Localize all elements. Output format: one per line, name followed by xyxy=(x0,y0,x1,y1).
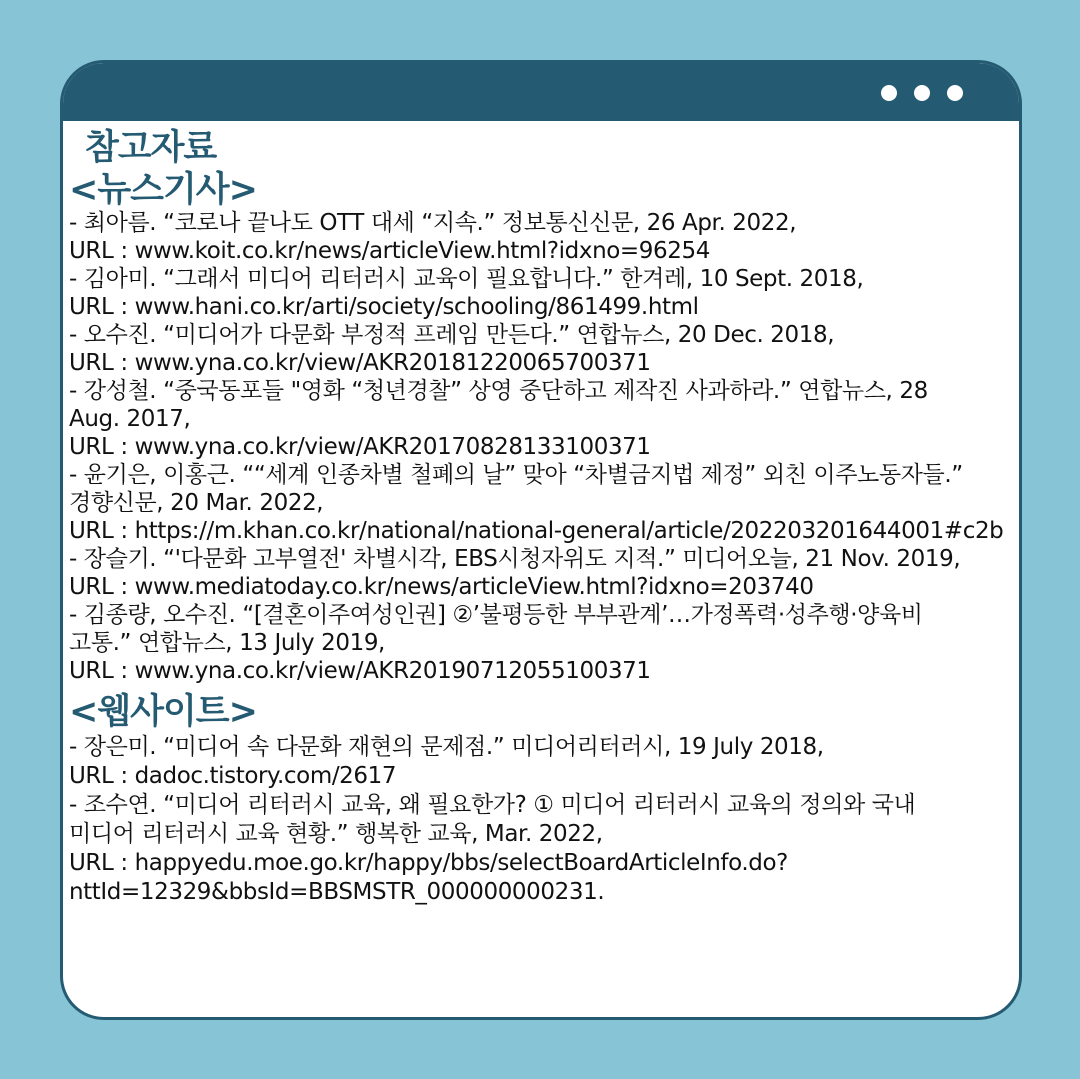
news-reference-3 xyxy=(69,321,1004,377)
page-title: 참고자료 xyxy=(85,128,217,168)
news-reference-4-line-1: - 강성철. “중국동포들 "영화 “청년경찰” 상영 중단하고 제작진 사과하라.” 연합뉴스, 28 xyxy=(69,378,928,404)
news-reference-3-url: URL : www.yna.co.kr/view/AKR20181220065700371 xyxy=(69,350,651,376)
news-reference-4-line-2: Aug. 2017, xyxy=(69,406,191,432)
web-reference-2 xyxy=(69,791,1004,907)
news-reference-7-url: URL : www.yna.co.kr/view/AKR20190712055100371 xyxy=(69,658,651,684)
web-reference-2-line-1: - 조수연. “미디어 리터러시 교육, 왜 필요한가? ① 미디어 리터러시 교육의 정의와 국내 xyxy=(69,792,916,818)
news-reference-7-line-2: 고통.” 연합뉴스, 13 July 2019, xyxy=(69,630,385,656)
web-reference-2-line-2: 미디어 리터러시 교육 현황.” 행복한 교육, Mar. 2022, xyxy=(69,821,603,847)
news-reference-5 xyxy=(69,461,1004,545)
news-section-heading: <뉴스기사> xyxy=(69,170,257,210)
web-reference-2-url: URL : happyedu.moe.go.kr/happy/bbs/selectBoardArticleInfo.do?nttId=12329&bbsId=BBSMSTR_000000000231. xyxy=(69,850,788,905)
news-reference-6-line-1: - 장슬기. “'다문화 고부열전' 차별시각, EBS시청자위도 지적.” 미디어오늘, 21 Nov. 2019, xyxy=(69,546,961,572)
window-titlebar xyxy=(63,63,1019,121)
news-reference-6 xyxy=(69,545,1004,601)
window-dot-icon-3 xyxy=(947,85,963,101)
news-reference-6-url: URL : www.mediatoday.co.kr/news/articleView.html?idxno=203740 xyxy=(69,574,814,600)
web-reference-1-url: URL : dadoc.tistory.com/2617 xyxy=(69,763,397,789)
news-reference-5-url: URL : https://m.khan.co.kr/national/national-general/article/202203201644001#c2b xyxy=(69,518,1004,544)
news-reference-2-url: URL : www.hani.co.kr/arti/society/schooling/861499.html xyxy=(69,294,699,320)
window-controls xyxy=(881,85,963,101)
news-reference-2 xyxy=(69,265,1004,321)
window-dot-icon-1 xyxy=(881,85,897,101)
news-reference-5-line-1: - 윤기은, 이홍근. ““세계 인종차별 철폐의 날” 맞아 “차별금지법 제정” 외친 이주노동자들.” xyxy=(69,462,963,488)
window-dot-icon-2 xyxy=(914,85,930,101)
web-section-heading: <웹사이트> xyxy=(69,692,257,732)
news-reference-7-line-1: - 김종량, 오수진. “[결혼이주여성인권] ②’불평등한 부부관계’…가정폭력·성추행·양육비 xyxy=(69,602,923,628)
news-reference-4-url: URL : www.yna.co.kr/view/AKR20170828133100371 xyxy=(69,434,651,460)
news-reference-1-url: URL : www.koit.co.kr/news/articleView.html?idxno=96254 xyxy=(69,238,710,264)
news-reference-1-line-1: - 최아름. “코로나 끝나도 OTT 대세 “지속.” 정보통신신문, 26 Apr. 2022, xyxy=(69,210,797,236)
content-window xyxy=(60,60,1022,1020)
web-reference-1 xyxy=(69,733,1004,791)
news-reference-4 xyxy=(69,377,1004,461)
reference-content xyxy=(69,125,1004,907)
news-reference-7 xyxy=(69,601,1004,685)
web-reference-1-line-1: - 장은미. “미디어 속 다문화 재현의 문제점.” 미디어리터러시, 19 July 2018, xyxy=(69,734,824,760)
news-reference-3-line-1: - 오수진. “미디어가 다문화 부정적 프레임 만든다.” 연합뉴스, 20 Dec. 2018, xyxy=(69,322,835,348)
news-reference-1 xyxy=(69,209,1004,265)
news-reference-2-line-1: - 김아미. “그래서 미디어 리터러시 교육이 필요합니다.” 한겨레, 10 Sept. 2018, xyxy=(69,266,864,292)
news-reference-5-line-2: 경향신문, 20 Mar. 2022, xyxy=(69,490,324,516)
